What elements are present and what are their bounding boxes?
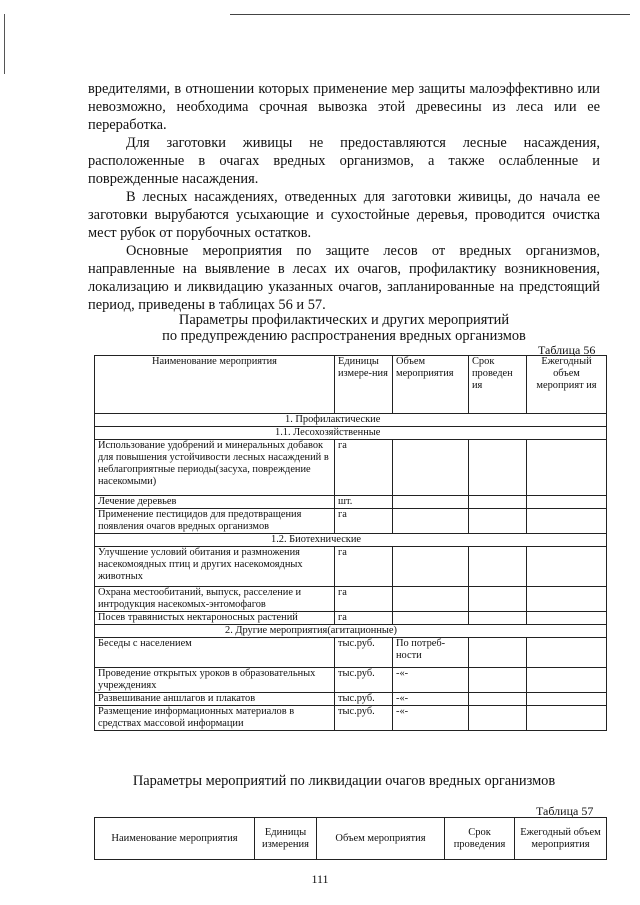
body-text — [88, 80, 600, 314]
row-unit: га — [335, 612, 393, 625]
table-57 — [94, 817, 607, 860]
row-volume: По потреб-ности — [393, 638, 469, 668]
row-term — [469, 693, 527, 706]
header-term: Срок проведен ия — [469, 356, 527, 414]
paragraph-4: Основные мероприятия по защите лесов от вредных организмов, направленные на выявление в лесах их очагов, профилактику возникновения, локализацию и ликвидацию указанных очагов, запланированные на предстоящий период, приведены в таблицах 56 и 57. — [88, 243, 600, 313]
row-unit: шт. — [335, 496, 393, 509]
row-name: Проведение открытых уроков в образовательных учреждениях — [95, 668, 335, 693]
row-volume — [393, 587, 469, 612]
section-row — [95, 625, 607, 638]
header-unit: Единицы измере-ния — [335, 356, 393, 414]
row-annual — [527, 496, 607, 509]
header-unit: Единицы измерения — [255, 818, 317, 860]
row-term — [469, 638, 527, 668]
row-annual — [527, 440, 607, 496]
row-name: Использование удобрений и минеральных добавок для повышения устойчивости лесных насаждений в неблагоприятные периоды(засуха, повреждение насекомыми) — [95, 440, 335, 496]
paragraph-3: В лесных насаждениях, отведенных для заготовки живицы, до начала ее заготовки вырубаются усыхающие и сухостойные деревья, проводится очистка мест рубок от порубочных остатков. — [88, 189, 600, 241]
table-row — [95, 668, 607, 693]
row-annual — [527, 509, 607, 534]
row-unit: га — [335, 509, 393, 534]
row-term — [469, 547, 527, 587]
row-name: Применение пестицидов для предотвращения появления очагов вредных организмов — [95, 509, 335, 534]
page-number: 111 — [311, 872, 329, 886]
table57-caption: Таблица 57 — [536, 804, 594, 818]
header-annual: Ежегодный объем мероприятия — [515, 818, 607, 860]
table-56 — [94, 355, 607, 731]
row-annual — [527, 668, 607, 693]
table-row — [95, 496, 607, 509]
row-volume — [393, 612, 469, 625]
table-row — [95, 440, 607, 496]
table-row — [95, 693, 607, 706]
row-unit: га — [335, 440, 393, 496]
section-row — [95, 414, 607, 427]
section-1-2: 1.2. Биотехнические — [95, 534, 607, 547]
section-1: 1. Профилактические — [95, 414, 607, 427]
header-volume: Объем мероприятия — [393, 356, 469, 414]
table-row — [95, 509, 607, 534]
row-volume — [393, 509, 469, 534]
row-volume — [393, 547, 469, 587]
row-annual — [527, 706, 607, 731]
header-annual: Ежегодный объем мероприят ия — [527, 356, 607, 414]
row-term — [469, 706, 527, 731]
row-term — [469, 587, 527, 612]
row-volume — [393, 496, 469, 509]
table56-title-line2: по предупреждению распространения вредных организмов — [162, 328, 526, 344]
row-volume: -«- — [393, 668, 469, 693]
table-row — [95, 638, 607, 668]
table56-caption: Таблица 56 — [538, 343, 596, 357]
row-term — [469, 496, 527, 509]
paragraph-2: Для заготовки живицы не предоставляются лесные насаждения, расположенные в очагах вредных организмов, а также ослабленные и поврежденные насаждения. — [88, 135, 600, 187]
row-name: Размещение информационных материалов в средствах массовой информации — [95, 706, 335, 731]
row-name: Улучшение условий обитания и размножения насекомоядных птиц и других насекомоядных животных — [95, 547, 335, 587]
header-name: Наименование мероприятия — [95, 356, 335, 414]
left-margin-rule — [4, 14, 5, 74]
table-row — [95, 547, 607, 587]
section-row — [95, 427, 607, 440]
row-annual — [527, 612, 607, 625]
table57-heading: Параметры мероприятий по ликвидации очагов вредных организмов — [132, 773, 556, 789]
row-term — [469, 509, 527, 534]
row-volume: -«- — [393, 706, 469, 731]
row-name: Охрана местообитаний, выпуск, расселение и интродукция насекомых-энтомофагов — [95, 587, 335, 612]
row-term — [469, 440, 527, 496]
row-unit: тыс.руб. — [335, 638, 393, 668]
row-volume — [393, 440, 469, 496]
row-name: Посев травянистых нектароносных растений — [95, 612, 335, 625]
table56-title-line1: Параметры профилактических и других мероприятий — [178, 312, 510, 328]
table-row — [95, 612, 607, 625]
section-2: 2. Другие мероприятия(агитационные) — [95, 625, 607, 638]
section-row — [95, 534, 607, 547]
paragraph-1: вредителями, в отношении которых применение мер защиты малоэффективно или невозможно, необходима срочная вывозка этой древесины из леса или ее переработка. — [88, 81, 600, 133]
header-name: Наименование мероприятия — [95, 818, 255, 860]
row-annual — [527, 587, 607, 612]
row-unit: тыс.руб. — [335, 668, 393, 693]
row-unit: тыс.руб. — [335, 693, 393, 706]
row-annual — [527, 693, 607, 706]
row-name: Лечение деревьев — [95, 496, 335, 509]
row-term — [469, 612, 527, 625]
section-1-1: 1.1. Лесохозяйственные — [95, 427, 607, 440]
top-rule — [230, 14, 630, 15]
table-row — [95, 587, 607, 612]
row-annual — [527, 547, 607, 587]
header-term: Срок проведения — [445, 818, 515, 860]
row-name: Беседы с населением — [95, 638, 335, 668]
table56-header-row — [95, 356, 607, 414]
header-volume: Объем мероприятия — [317, 818, 445, 860]
row-term — [469, 668, 527, 693]
row-annual — [527, 638, 607, 668]
table57-header-row — [95, 818, 607, 860]
row-name: Развешивание аншлагов и плакатов — [95, 693, 335, 706]
row-unit: га — [335, 587, 393, 612]
table-row — [95, 706, 607, 731]
row-unit: га — [335, 547, 393, 587]
row-unit: тыс.руб. — [335, 706, 393, 731]
row-volume: -«- — [393, 693, 469, 706]
